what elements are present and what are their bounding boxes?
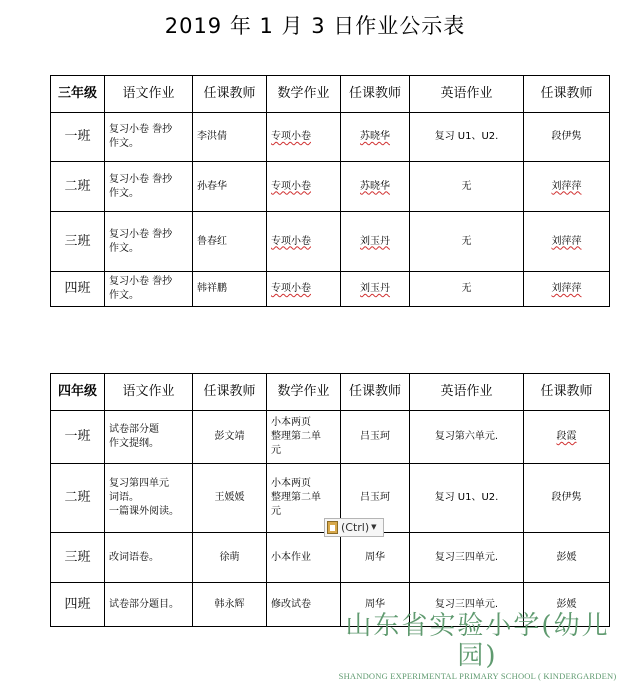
class-label: 三班 bbox=[51, 212, 105, 272]
class-label: 一班 bbox=[51, 411, 105, 464]
header-math-homework: 数学作业 bbox=[267, 76, 341, 113]
math-homework: 小本两页 整理第二单 元 bbox=[267, 464, 341, 533]
header-chinese-teacher: 任课教师 bbox=[193, 374, 267, 411]
math-homework: 专项小卷 bbox=[271, 180, 311, 192]
math-teacher: 周华 bbox=[341, 533, 410, 583]
chinese-teacher: 徐萌 bbox=[193, 533, 267, 583]
math-teacher: 周华 bbox=[341, 583, 410, 627]
clipboard-icon bbox=[327, 521, 338, 534]
chinese-teacher: 鲁春红 bbox=[193, 212, 267, 272]
math-teacher: 苏晓华 bbox=[360, 131, 390, 142]
chinese-homework: 改词语卷。 bbox=[105, 533, 193, 583]
math-homework: 专项小卷 bbox=[271, 131, 311, 142]
class-label: 二班 bbox=[51, 162, 105, 212]
math-homework: 专项小卷 bbox=[271, 283, 311, 294]
math-teacher: 刘玉丹 bbox=[360, 283, 390, 294]
math-teacher: 苏晓华 bbox=[360, 180, 390, 192]
table-row bbox=[51, 533, 610, 583]
table-row bbox=[51, 212, 610, 272]
header-math-homework: 数学作业 bbox=[267, 374, 341, 411]
paste-options-label: (Ctrl) bbox=[341, 521, 370, 534]
english-homework: 复习 U1、U2. bbox=[410, 464, 524, 533]
math-teacher: 吕玉珂 bbox=[341, 411, 410, 464]
header-math-teacher: 任课教师 bbox=[341, 374, 410, 411]
chinese-homework: 复习小卷 誊抄 作文。 bbox=[105, 272, 193, 307]
math-teacher: 吕玉珂 bbox=[341, 464, 410, 533]
class-label: 三班 bbox=[51, 533, 105, 583]
chinese-teacher: 韩永辉 bbox=[193, 583, 267, 627]
dropdown-arrow-icon: ▼ bbox=[371, 523, 377, 531]
chinese-homework: 复习小卷 誊抄 作文。 bbox=[105, 162, 193, 212]
watermark-name-cn: 山东省实验小学(幼儿园) bbox=[345, 611, 610, 671]
header-english-homework: 英语作业 bbox=[410, 76, 524, 113]
table-row bbox=[51, 411, 610, 464]
table-row bbox=[51, 113, 610, 162]
english-homework: 无 bbox=[410, 272, 524, 307]
chinese-homework: 复习第四单元 词语。 一篇课外阅读。 bbox=[105, 464, 193, 533]
class-label: 四班 bbox=[51, 272, 105, 307]
paste-options-button[interactable] bbox=[324, 518, 384, 537]
chinese-teacher: 李洪倩 bbox=[193, 113, 267, 162]
english-homework: 复习三四单元. bbox=[410, 583, 524, 627]
math-homework: 小本两页 整理第二单 元 bbox=[267, 411, 341, 464]
watermark-name-en: SHANDONG EXPERIMENTAL PRIMARY SCHOOL ( KINDERGARDEN) bbox=[338, 671, 617, 681]
math-homework: 专项小卷 bbox=[271, 235, 311, 247]
chinese-teacher: 彭文靖 bbox=[193, 411, 267, 464]
table-header-row bbox=[51, 374, 610, 411]
english-homework: 复习三四单元. bbox=[410, 533, 524, 583]
english-homework: 无 bbox=[410, 162, 524, 212]
header-chinese-homework: 语文作业 bbox=[105, 76, 193, 113]
math-teacher: 刘玉丹 bbox=[360, 235, 390, 247]
english-homework: 复习第六单元. bbox=[410, 411, 524, 464]
header-chinese-teacher: 任课教师 bbox=[193, 76, 267, 113]
english-teacher: 刘萍萍 bbox=[551, 235, 582, 247]
english-teacher: 刘萍萍 bbox=[551, 180, 582, 192]
class-label: 一班 bbox=[51, 113, 105, 162]
english-teacher: 刘萍萍 bbox=[551, 283, 582, 294]
chinese-homework: 复习小卷 誊抄 作文。 bbox=[105, 212, 193, 272]
class-label: 二班 bbox=[51, 464, 105, 533]
class-label: 四班 bbox=[51, 583, 105, 627]
english-homework: 无 bbox=[410, 212, 524, 272]
english-homework: 复习 U1、U2. bbox=[410, 113, 524, 162]
chinese-homework: 试卷部分题目。 bbox=[105, 583, 193, 627]
chinese-homework: 试卷部分题 作文提纲。 bbox=[105, 411, 193, 464]
table-header-row bbox=[51, 76, 610, 113]
english-teacher: 段霞 bbox=[556, 431, 577, 442]
header-math-teacher: 任课教师 bbox=[341, 76, 410, 113]
page-title: 2019 年 1 月 3 日作业公示表 bbox=[164, 14, 466, 38]
header-english-teacher: 任课教师 bbox=[524, 76, 610, 113]
header-english-teacher: 任课教师 bbox=[524, 374, 610, 411]
table-row bbox=[51, 272, 610, 307]
grade3-homework-table bbox=[50, 75, 610, 307]
table-row bbox=[51, 162, 610, 212]
math-homework: 修改试卷 bbox=[267, 583, 341, 627]
header-chinese-homework: 语文作业 bbox=[105, 374, 193, 411]
chinese-teacher: 韩祥鹏 bbox=[193, 272, 267, 307]
chinese-teacher: 王媛媛 bbox=[193, 464, 267, 533]
grade4-homework-table bbox=[50, 373, 610, 627]
english-teacher: 彭媛 bbox=[524, 583, 610, 627]
chinese-teacher: 孙春华 bbox=[193, 162, 267, 212]
english-teacher: 段伊隽 bbox=[524, 113, 610, 162]
grade-label: 三年级 bbox=[51, 76, 105, 113]
math-homework: 小本作业 bbox=[267, 533, 341, 583]
grade-label: 四年级 bbox=[51, 374, 105, 411]
header-english-homework: 英语作业 bbox=[410, 374, 524, 411]
chinese-homework: 复习小卷 誊抄 作文。 bbox=[105, 113, 193, 162]
english-teacher: 彭媛 bbox=[524, 533, 610, 583]
school-watermark bbox=[330, 611, 625, 682]
english-teacher: 段伊隽 bbox=[524, 464, 610, 533]
